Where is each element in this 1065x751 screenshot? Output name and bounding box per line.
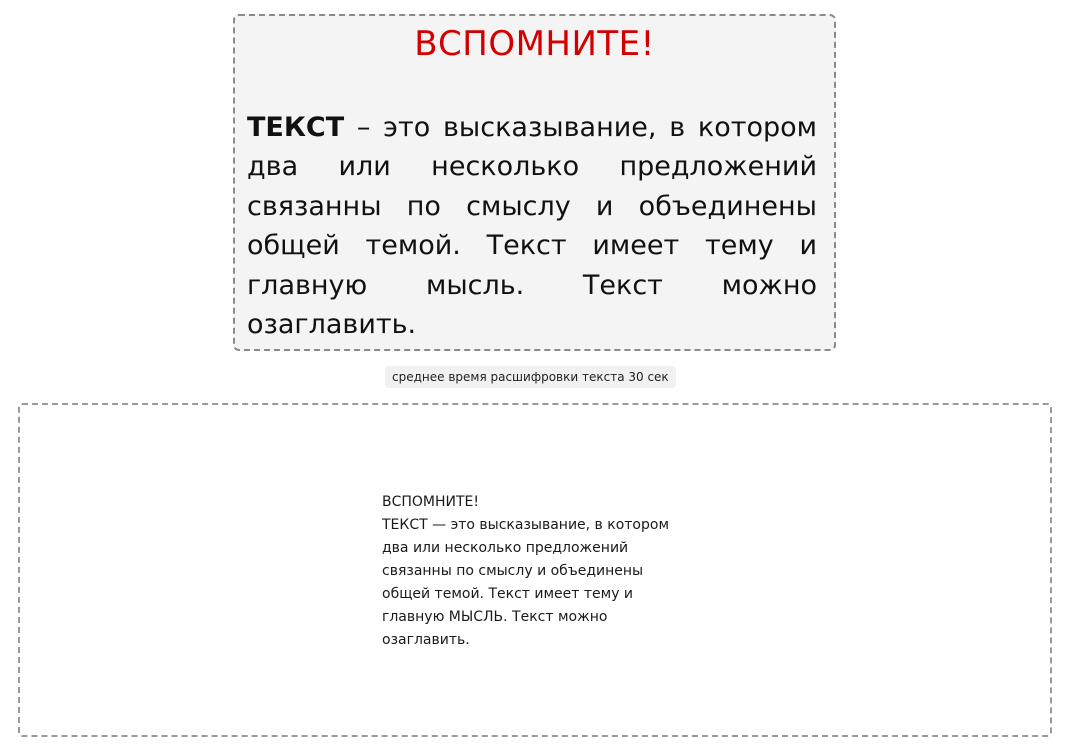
slide-term: ТЕКСТ	[247, 112, 345, 143]
decoded-line: общей темой. Текст имеет тему и	[382, 586, 634, 602]
decoded-line: главную МЫСЛЬ. Текст можно	[382, 609, 608, 625]
decoded-text-box	[18, 403, 1052, 737]
slide-heading: ВСПОМНИТЕ!	[414, 24, 655, 64]
slide-image-card	[233, 14, 836, 351]
decoded-line: связанны по смыслу и объединены	[382, 563, 644, 579]
decoded-line: ТЕКСТ — это высказывание, в котором	[382, 517, 670, 533]
decoded-line: ВСПОМНИТЕ!	[382, 494, 480, 510]
decoded-line: два или несколько предложений	[382, 540, 629, 556]
decode-time-caption: среднее время расшифровки текста 30 сек	[385, 366, 676, 388]
decoded-text	[382, 491, 712, 652]
slide-definition-text: – это высказывание, в котором два или несколько предложений связанны по смыслу и объединены общей темой. Текст имеет тему и главную мысль. Текст можно озаглавить.	[247, 112, 817, 341]
slide-definition	[247, 108, 817, 344]
decoded-line: озаглавить.	[382, 632, 470, 648]
